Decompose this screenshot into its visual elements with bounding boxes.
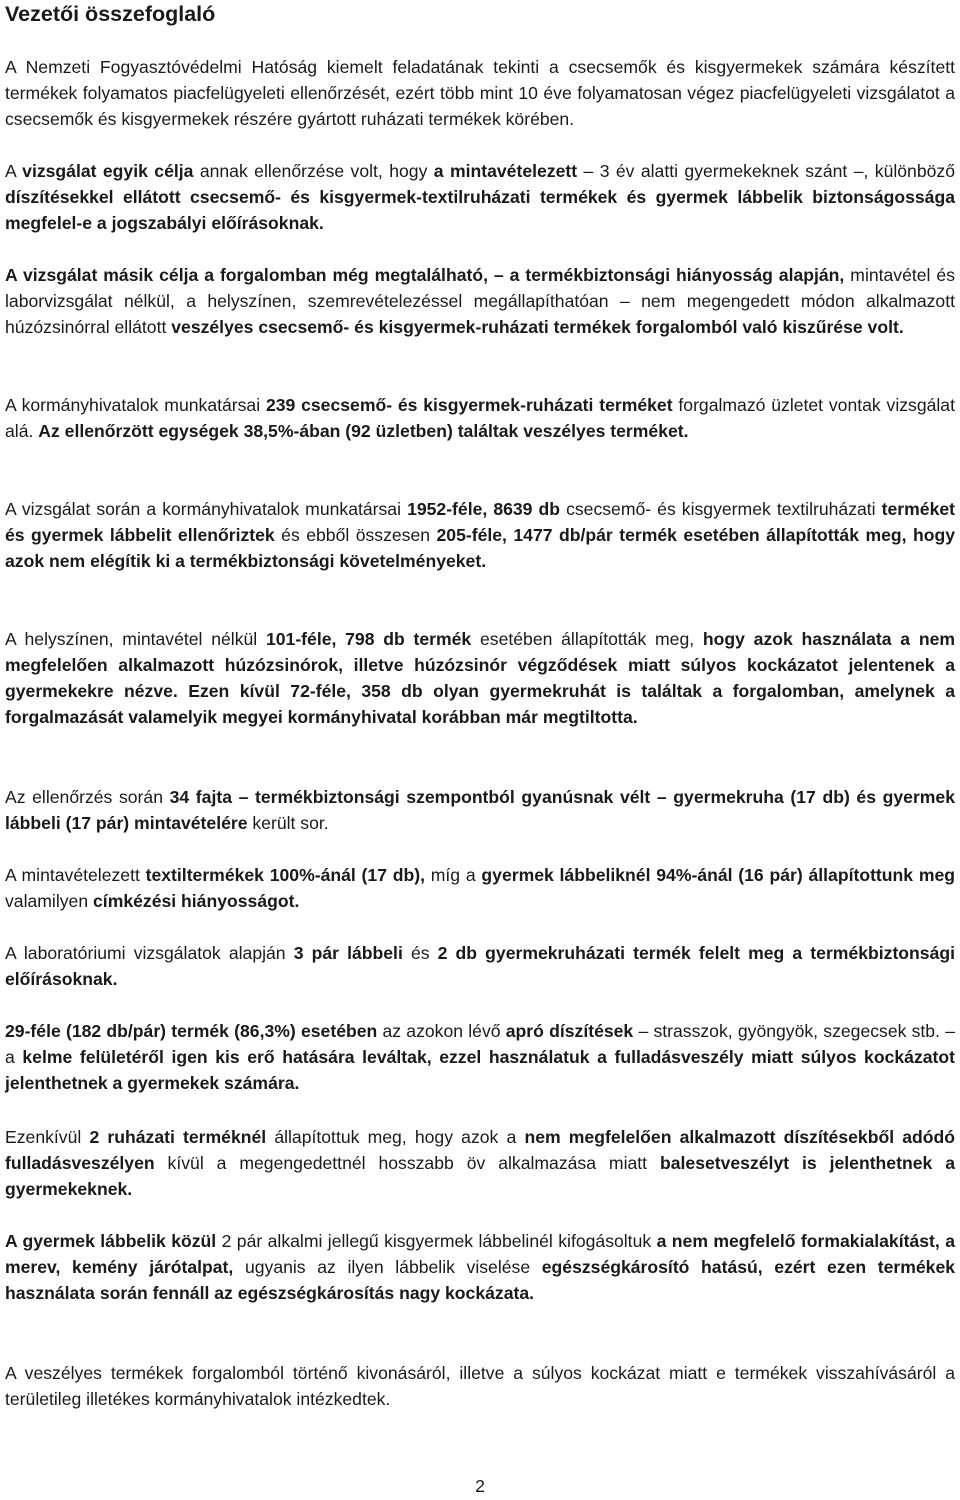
bold-text-run: 101-féle, 798 db termék: [265, 629, 472, 649]
bold-text-run: terméket és gyermek lábbelit ellenőriztek: [5, 499, 956, 545]
bold-text-run: díszítésekkel ellátott csecsemő- és kisgyermek-textilruházati termékek és gyermek lábbelik biztonságossága megfelel-e a jogszabályi előírásoknak.: [5, 187, 955, 233]
paragraph-recall: [5, 1360, 955, 1412]
bold-text-run: nem megfelelően alkalmazott díszítésekből adódó fulladásveszélyen: [5, 1127, 956, 1173]
text-run: esetében állapították meg,: [471, 629, 703, 649]
text-run: ugyanis az ilyen lábbelik viselése: [233, 1257, 542, 1277]
bold-text-run: 2 ruházati terméknél: [89, 1127, 267, 1147]
paragraph-checked-products: [5, 496, 955, 574]
text-run: A Nemzeti Fogyasztóvédelmi Hatóság kiemelt feladatának tekinti a csecsemők és kisgyermekek számára készített termékek folyamatos piacfelügyeleti ellenőrzését, ezért több mint 10 éve folyamatosan végez piacfelügyeleti vizsgálatot a csecsemők és kisgyermekek részére gyártott ruházati termékek körében.: [5, 57, 955, 129]
paragraph-lab-results: [5, 940, 955, 992]
bold-text-run: Az ellenőrzött egységek 38,5%-ában (92 üzletben) találtak veszélyes terméket.: [38, 421, 689, 441]
text-run: annak ellenőrzése volt, hogy: [193, 161, 434, 181]
paragraph-footwear: [5, 1228, 955, 1306]
text-run: – strasszok, gyöngyök, szegecsek stb. – a: [5, 1021, 955, 1067]
paragraph-goal-two: [5, 262, 955, 340]
bold-text-run: kelme felületéről igen kis erő hatására leváltak, ezzel használatuk a fulladásveszély miatt súlyos kockázatot jelenthetnek a gyermekek számára.: [5, 1047, 955, 1093]
text-run: A mintavételezett: [5, 865, 146, 885]
paragraph-belt: [5, 1124, 955, 1202]
paragraph-decorations: [5, 1018, 955, 1096]
bold-text-run: 239 csecsemő- és kisgyermek-ruházati terméket: [265, 395, 673, 415]
bold-text-run: címkézési hiányosságot.: [93, 891, 300, 911]
text-run: A veszélyes termékek forgalomból történő kivonásáról, illetve a súlyos kockázat miatt e termékek visszahívásáról a területileg illetékes kormányhivatalok intézkedtek.: [5, 1363, 955, 1409]
paragraph-intro: [5, 54, 955, 132]
text-run: került sor.: [247, 813, 329, 833]
text-run: mintavétel és laborvizsgálat nélkül, a helyszínen, szemrevételezéssel megállapíthatóan – nem megengedett módon alkalmazott húzózsinórral ellátott: [5, 265, 956, 337]
bold-text-run: 29-féle (182 db/pár) termék (86,3%) esetében: [5, 1021, 378, 1041]
bold-text-run: veszélyes csecsemő- és kisgyermek-ruházati termékek forgalomból való kiszűrése volt.: [171, 317, 904, 337]
bold-text-run: A vizsgálat másik célja a forgalomban még megtalálható, – a termékbiztonsági hiányosság alapján,: [5, 265, 845, 285]
bold-text-run: a nem megfelelő formakialakítást, a merev, kemény járótalpat,: [5, 1231, 955, 1277]
bold-text-run: balesetveszélyt is jelenthetnek a gyermekeknek.: [5, 1153, 955, 1199]
text-run: 2 pár alkalmi jellegű kisgyermek lábbelinél kifogásoltuk: [216, 1231, 657, 1251]
text-run: és ebből összesen: [274, 525, 437, 545]
bold-text-run: gyermek lábbeliknél 94%-ánál (16 pár) állapítottunk meg: [481, 865, 956, 885]
bold-text-run: A gyermek lábbelik közül: [5, 1231, 217, 1251]
text-run: az azokon lévő: [377, 1021, 506, 1041]
text-run: Ezenkívül: [5, 1127, 90, 1147]
paragraph-shops: [5, 392, 955, 444]
page-title: Vezetői összefoglaló: [5, 2, 216, 26]
text-run: A: [5, 161, 23, 181]
bold-text-run: a mintavételezett: [433, 161, 578, 181]
paragraph-sampling: [5, 784, 955, 836]
bold-text-run: egészségkárosító hatású, ezért ezen termékek használata során fennáll az egészségkárosítás nagy kockázata.: [5, 1257, 956, 1303]
text-run: A helyszínen, mintavétel nélkül: [5, 629, 266, 649]
text-run: A vizsgálat során a kormányhivatalok munkatársai: [5, 499, 408, 519]
text-run: állapítottuk meg, hogy azok a: [266, 1127, 525, 1147]
bold-text-run: hogy azok használata a nem megfelelően alkalmazott húzózsinórok, illetve húzózsinór végződések miatt súlyos kockázatot jelentenek a gyermekekre nézve. Ezen kívül 72-féle, 358 db olyan gyermekruhát is találtak a forgalomban, amelynek a forgalmazását valamelyik megyei kormányhivatal korábban már megtiltotta.: [5, 629, 955, 727]
bold-text-run: 205-féle, 1477 db/pár termék esetében állapították meg, hogy azok nem elégítik ki a termékbiztonsági követelményeket.: [5, 525, 955, 571]
bold-text-run: 34 fajta – termékbiztonsági szempontból gyanúsnak vélt – gyermekruha (17 db) és gyermek lábbeli (17 pár) mintavételére: [5, 787, 955, 833]
paragraph-labelling: [5, 862, 955, 914]
bold-text-run: 1952-féle, 8639 db: [407, 499, 561, 519]
bold-text-run: 2 db gyermekruházati termék felelt meg a termékbiztonsági előírásoknak.: [5, 943, 956, 989]
text-run: valamilyen: [5, 891, 94, 911]
text-run: A laboratóriumi vizsgálatok alapján: [5, 943, 294, 963]
paragraph-goal-one: [5, 158, 955, 236]
paragraph-on-site: [5, 626, 955, 730]
text-run: kívül a megengedettnél hosszabb öv alkalmazása miatt: [154, 1153, 660, 1173]
bold-text-run: 3 pár lábbeli: [293, 943, 403, 963]
bold-text-run: vizsgálat egyik célja: [22, 161, 194, 181]
text-run: – 3 év alatti gyermekeknek szánt –, különböző: [577, 161, 955, 181]
text-run: míg a: [425, 865, 482, 885]
text-run: A kormányhivatalok munkatársai: [5, 395, 266, 415]
bold-text-run: apró díszítések: [505, 1021, 634, 1041]
text-run: és: [402, 943, 438, 963]
page-number: 2: [475, 1476, 485, 1496]
text-run: csecsemő- és kisgyermek textilruházati: [560, 499, 882, 519]
bold-text-run: textiltermékek 100%-ánál (17 db),: [145, 865, 425, 885]
text-run: forgalmazó üzletet vontak vizsgálat alá.: [5, 395, 955, 441]
text-run: Az ellenőrzés során: [5, 787, 170, 807]
